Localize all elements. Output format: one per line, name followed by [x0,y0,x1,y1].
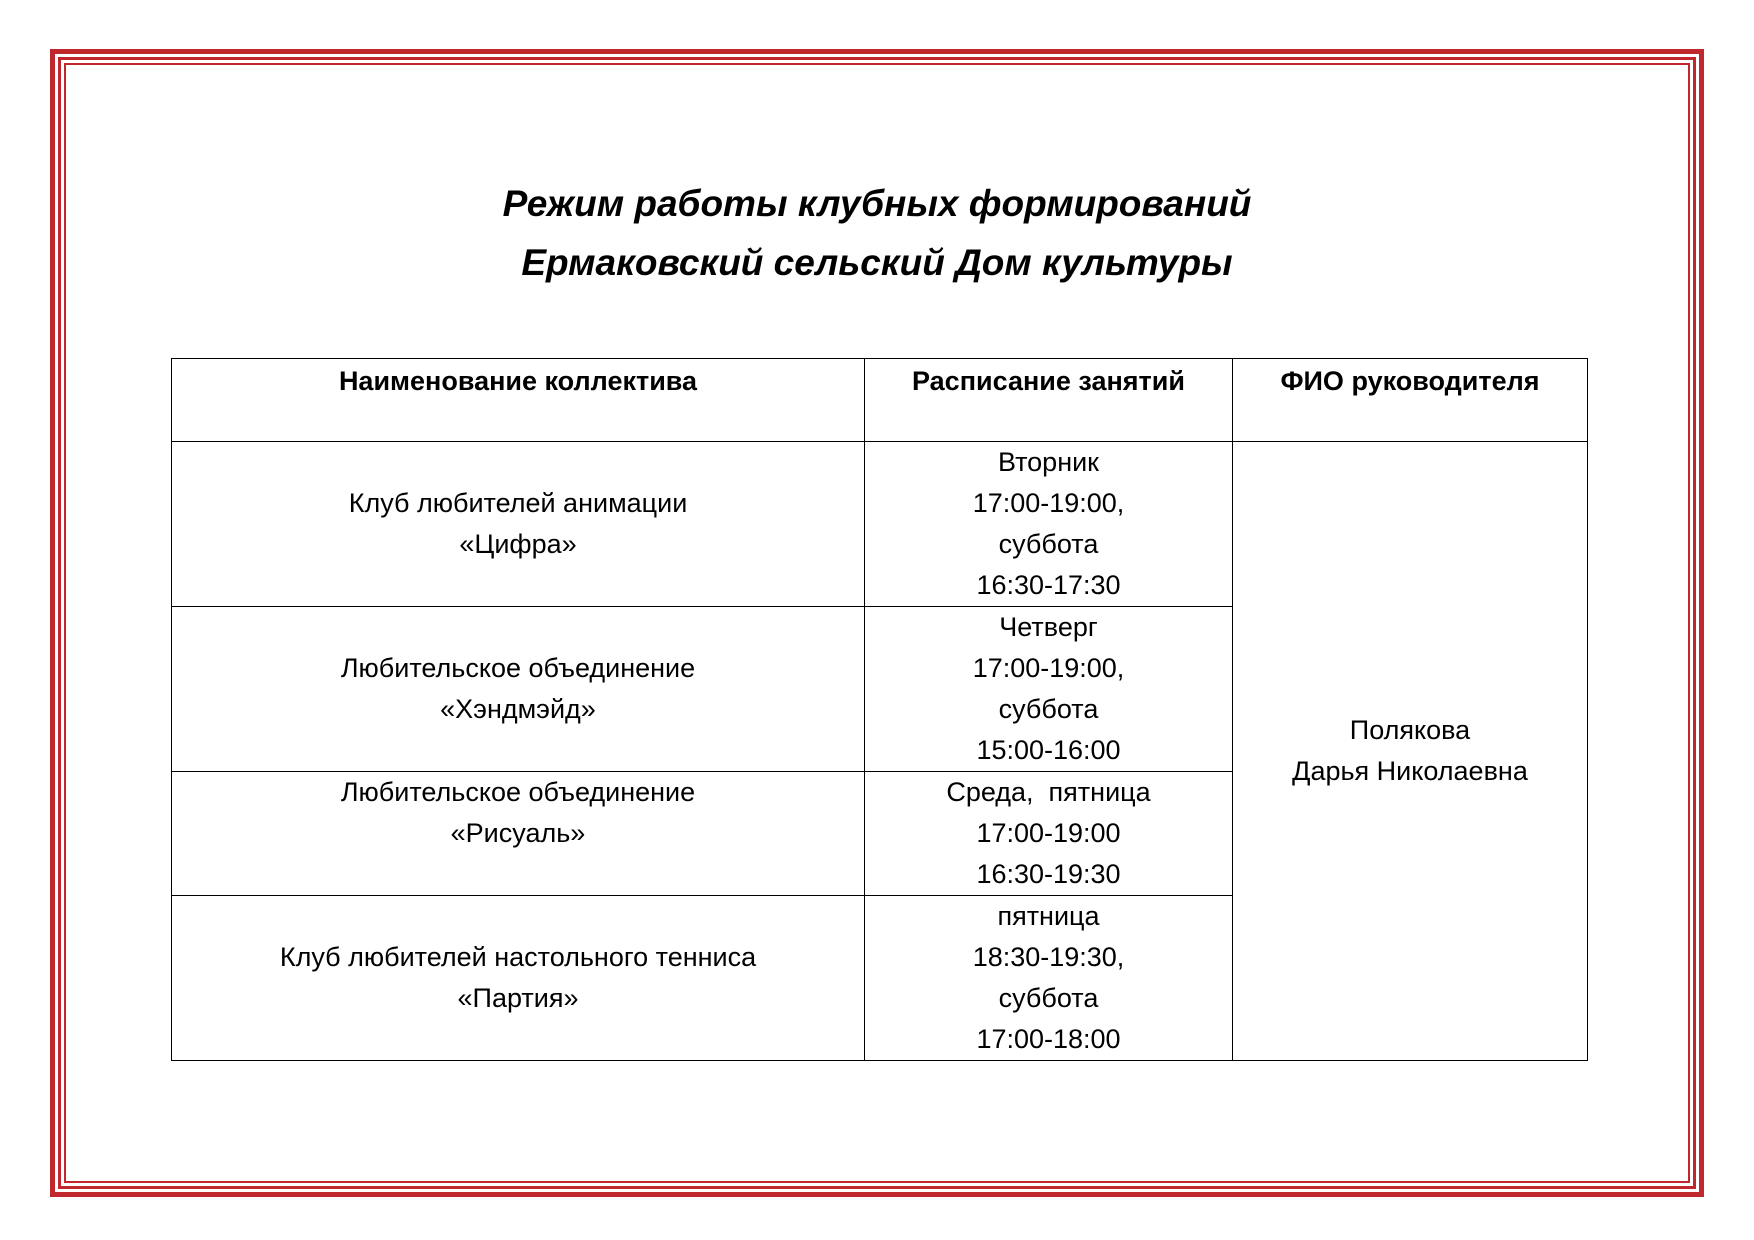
collective-name-line: Любительское объединение [340,653,696,683]
collective-name-cell [172,607,865,772]
schedule-cell [865,896,1233,1061]
schedule-line: 16:30-17:30 [976,570,1121,600]
leader-name-line: Дарья Николаевна [1292,756,1528,786]
document-title-line-1: Режим работы клубных формирований [502,183,1252,224]
schedule-cell [865,772,1233,896]
schedule-line: суббота [998,983,1099,1013]
schedule-table [171,358,1588,1061]
leader-cell [1233,442,1588,1061]
collective-name-line: Клуб любителей настольного тенниса [279,942,757,972]
collective-name-cell [172,896,865,1061]
collective-name-line: «Партия» [457,983,579,1013]
collective-name-line: Любительское объединение [340,777,696,807]
header-schedule: Расписание занятий [865,359,1233,442]
schedule-line: Вторник [997,447,1099,477]
schedule-line: 17:00-19:00, [972,653,1125,683]
collective-name-line: «Цифра» [459,529,577,559]
collective-name-line: Клуб любителей анимации [348,488,688,518]
schedule-line: 18:30-19:30, [972,942,1125,972]
schedule-line: Четверг [999,612,1098,642]
document-title-line-2: Ермаковский сельский Дом культуры [521,242,1233,283]
collective-name-line: «Хэндмэйд» [440,694,596,724]
schedule-line: 17:00-18:00 [976,1024,1121,1054]
schedule-line: суббота [998,529,1099,559]
schedule-line: Среда, пятница [946,777,1151,807]
schedule-cell [865,442,1233,607]
schedule-line: 16:30-19:30 [976,859,1121,889]
collective-name-line: «Рисуаль» [450,818,586,848]
header-leader: ФИО руководителя [1233,359,1588,442]
table-header-row [172,359,1588,442]
schedule-line: суббота [998,694,1099,724]
schedule-line: 17:00-19:00, [972,488,1125,518]
collective-name-cell [172,442,865,607]
schedule-cell [865,607,1233,772]
header-collective-name: Наименование коллектива [172,359,865,442]
schedule-line: 15:00-16:00 [976,735,1121,765]
schedule-line: 17:00-19:00 [976,818,1121,848]
table-row [172,442,1588,607]
schedule-line: пятница [997,901,1100,931]
collective-name-cell [172,772,865,896]
leader-name-line: Полякова [1349,715,1471,745]
